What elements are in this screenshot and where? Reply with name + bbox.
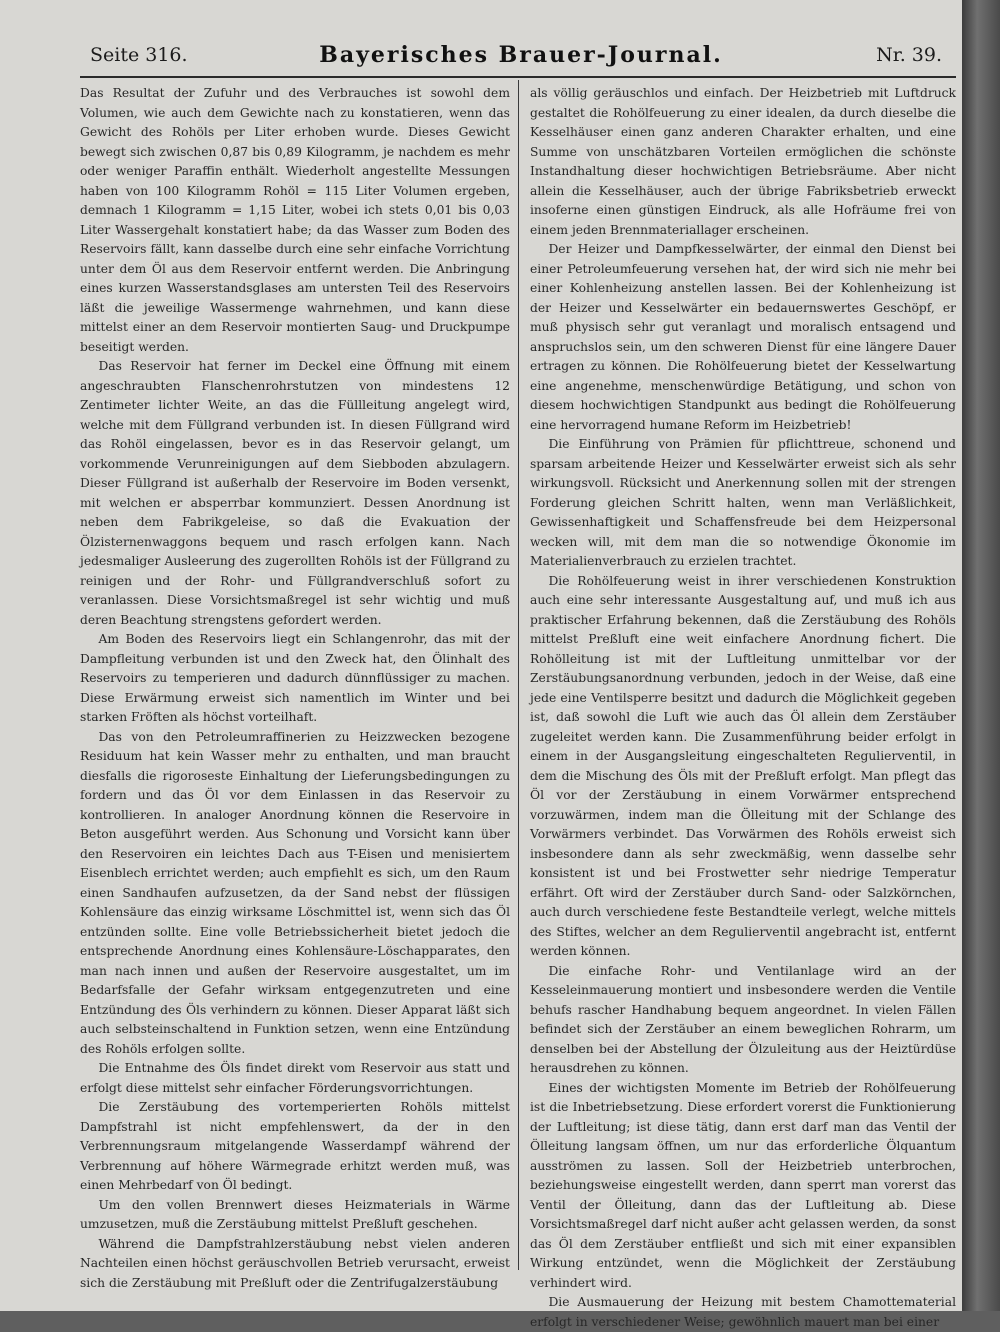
left-column [80, 84, 510, 1290]
column-divider [518, 80, 519, 1270]
page-number: Seite 316. [90, 44, 188, 66]
paragraph: Der Heizer und Dampfkesselwärter, der einmal den Dienst bei einer Petroleumfeuerung versehen hat, der wird sich nie mehr bei einer Kohlenheizung anstellen lassen. Bei der Kohlenheizung ist der Heizer und Kesselwärter ein bedauernswertes Geschöpf, er muß physisch sehr gut veranlagt und moralisch entsagend und anspruchslos sein, um den schweren Dienst für eine längere Dauer ertragen zu können. Die Rohölfeuerung bietet der Kesselwartung eine angenehme, menschenwürdige Betätigung, und schon von diesem hochwichtigen Standpunkt aus bedingt die Rohölfeuerung eine hervorragend humane Reform im Heizbetrieb! [530, 242, 956, 432]
paragraph: Das Resultat der Zufuhr und des Verbrauches ist sowohl dem Volumen, wie auch dem Gewichte nach zu konstatieren, wenn das Gewicht des Rohöls per Liter erhoben wurde. Dieses Gewicht bewegt sich zwischen 0,87 bis 0,89 Kilogramm, je nachdem es mehr oder weniger Paraffin enthält. Wiederholt angestellte Messungen haben von 100 Kilogramm Rohöl = 115 Liter Volumen ergeben, demnach 1 Kilogramm = 1,15 Liter, wobei ich stets 0,01 bis 0,03 Liter Wassergehalt konstatiert habe; da das Wasser zum Boden des Reservoirs fällt, kann dasselbe durch eine sehr einfache Vorrichtung unter dem Öl aus dem Reservoir entfernt werden. Die Anbringung eines kurzen Wasserstandsglases am untersten Teil des Reservoirs läßt die jeweilige Wassermenge wahrnehmen, und kann diese mittelst einer an dem Reservoir montierten Saug- und Druckpumpe beseitigt werden. [80, 86, 510, 354]
paragraph: Die Einführung von Prämien für pflichttreue, schonend und sparsam arbeitende Heizer und Kesselwärter erweist sich als sehr wirkungsvoll. Rücksicht und Anerkennung sollen mit der strengen Forderung gleichen Schritt halten, wenn man Verläßlichkeit, Gewissenhaftigkeit und Schaffensfreude bei dem Heizpersonal wecken will, mit dem man die so notwendige Ökonomie im Materialienverbrauch zu erzielen trachtet. [530, 437, 956, 568]
paragraph: als völlig geräuschlos und einfach. Der Heizbetrieb mit Luftdruck gestaltet die Rohölfeuerung zu einer idealen, da durch dieselbe die Kesselhäuser einen ganz anderen Charakter erhalten, und eine Summe von unschätzbaren Vorteilen ermöglichen die schönste Instandhaltung dieser hochwichtigen Betriebsräume. Aber nicht allein die Kesselhäuser, auch der übrige Fabriksbetrieb erweckt insoferne einen günstigen Eindruck, als alle Hofräume frei von einem jeden Brennmateriallager erscheinen. [530, 86, 956, 237]
page-edge-shadow [962, 0, 1000, 1311]
journal-title: Bayerisches Brauer-Journal. [319, 42, 723, 68]
right-column [530, 84, 956, 1329]
paragraph: Am Boden des Reservoirs liegt ein Schlangenrohr, das mit der Dampfleitung verbunden ist und den Zweck hat, den Ölinhalt des Reservoirs zu temperieren und dadurch dünnflüssiger zu machen. Diese Erwärmung erweist sich namentlich im Winter und bei starken Fröften als höchst vorteilhaft. [80, 632, 510, 724]
issue-number: Nr. 39. [876, 44, 942, 66]
paragraph: Das Reservoir hat ferner im Deckel eine Öffnung mit einem angeschraubten Flanschenrohrstutzen von mindestens 12 Zentimeter lichter Weite, an das die Füllleitung angelegt wird, welche mit dem Füllgrand verbunden ist. In diesen Füllgrand wird das Rohöl eingelassen, bevor es in das Reservoir gelangt, um vorkommende Verunreinigungen auf dem Siebboden abzulagern. Dieser Füllgrand ist außerhalb der Reservoire im Boden versenkt, mit welchen er absperrbar kommunziert. Dessen Anordnung ist neben dem Fabrikgeleise, so daß die Evakuation der Ölzisternenwaggons bequem und rasch erfolgen kann. Nach jedesmaliger Ausleerung des zugerollten Rohöls ist der Füllgrand zu reinigen und der Rohr- und Füllgrandverschluß sofort zu veranlassen. Diese Vorsichtsmaßregel ist sehr wichtig und muß deren Beachtung strengstens gefordert werden. [80, 359, 510, 627]
header-rule [80, 76, 956, 78]
paragraph: Die Entnahme des Öls findet direkt vom Reservoir aus statt und erfolgt diese mittelst sehr einfacher Förderungsvorrichtungen. [80, 1061, 510, 1095]
paragraph: Die Ausmauerung der Heizung mit bestem Chamottematerial erfolgt in verschiedener Weise; gewöhnlich mauert man bei einer [530, 1295, 956, 1329]
paragraph: Während die Dampfstrahlzerstäubung nebst vielen anderen Nachteilen einen höchst geräuschvollen Betrieb verursacht, erweist sich die Zerstäubung mit Preßluft oder die Zentrifugalzerstäubung [80, 1236, 510, 1290]
paragraph: Die einfache Rohr- und Ventilanlage wird an der Kesseleinmauerung montiert und insbesondere werden die Ventile behufs rascher Handhabung bequem angeordnet. In vielen Fällen befindet sich der Zerstäuber an einem beweglichen Rohrarm, um denselben bei der Abstellung der Ölzuleitung aus der Heiztürdüse herausdrehen zu können. [530, 963, 956, 1075]
paragraph: Um den vollen Brennwert dieses Heizmaterials in Wärme umzusetzen, muß die Zerstäubung mittelst Preßluft geschehen. [80, 1197, 510, 1231]
page-header [90, 44, 952, 78]
paragraph: Die Rohölfeuerung weist in ihrer verschiedenen Konstruktion auch eine sehr interessante Ausgestaltung auf, und muß ich aus praktischer Erfahrung bekennen, daß die Zerstäubung des Rohöls mittelst Preßluft eine weit einfachere Anordnung fichert. Die Rohölleitung ist mit der Luftleitung unmittelbar vor der Zerstäubungsanordnung verbunden, jedoch in der Weise, daß eine jede eine Ventilsperre besitzt und dadurch die Möglichkeit gegeben ist, daß sowohl die Luft wie auch das Öl allein dem Zerstäuber zugeleitet werden kann. Die Zusammenführung beider erfolgt in einem in der Ausgangsleitung eingeschalteten Regulierventil, in dem die Mischung des Öls mit der Preßluft erfolgt. Man pflegt das Öl vor der Zerstäubung in einem Vorwärmer entsprechend vorzuwärmen, indem man die Ölleitung mit der Schlange des Vorwärmers verbindet. Das Vorwärmen des Rohöls erweist sich insbesondere dann als sehr zweckmäßig, wenn dasselbe sehr konsistent ist und bei Frostwetter sehr niedrige Temperatur erfährt. Oft wird der Zerstäuber durch Sand- oder Salzkörnchen, auch durch verschiedene feste Bestandteile verlegt, welche mittels des Stiftes, welcher an dem Regulierventil angebracht ist, entfernt werden können. [530, 573, 956, 958]
paragraph: Eines der wichtigsten Momente im Betrieb der Rohölfeuerung ist die Inbetriebsetzung. Diese erfordert vorerst die Funktionierung der Luftleitung; ist diese tätig, dann erst darf man das Ventil der Ölleitung langsam öffnen, um nur das erforderliche Ölquantum ausströmen zu lassen. Soll der Heizbetrieb unterbrochen, beziehungsweise eingestellt werden, dann sperrt man vorerst das Ventil der Ölleitung, dann das der Luftleitung ab. Diese Vorsichtsmaßregel darf nicht außer acht gelassen werden, da sonst das Öl dem Zerstäuber entfließt und sich mit einer expansiblen Wirkung entzündet, wenn die Möglichkeit der Zerstäubung verhindert wird. [530, 1080, 956, 1290]
paragraph: Die Zerstäubung des vortemperierten Rohöls mittelst Dampfstrahl ist nicht empfehlenswert, da der in den Verbrennungsraum mitgelangende Wasserdampf während der Verbrennung auf höhere Wärmegrade erhitzt werden muß, was einen Mehrbedarf von Öl bedingt. [80, 1100, 510, 1192]
paragraph: Das von den Petroleumraffinerien zu Heizzwecken bezogene Residuum hat kein Wasser mehr zu enthalten, und man braucht diesfalls die rigoroseste Einhaltung der Lieferungsbedingungen zu fordern und das Öl vor dem Einlassen in das Reservoir zu kontrollieren. In analoger Anordnung können die Reservoire in Beton ausgeführt werden. Aus Schonung und Vorsicht kann über den Reservoiren ein leichtes Dach aus T-Eisen und menisiertem Eisenblech errichtet werden; auch empfiehlt es sich, um den Raum einen Sandhaufen aufzusetzen, da der Sand nebst der flüssigen Kohlensäure das einzig wirksame Löschmittel ist, wenn sich das Öl entzünden sollte. Eine volle Betriebssicherheit bietet jedoch die entsprechende Anordnung eines Kohlensäure-Löschapparates, den man nach innen und außen der Reservoire ausgestaltet, um im Bedarfsfalle der Gefahr wirksam entgegenzutreten und eine Entzündung des Öls verhindern zu können. Dieser Apparat läßt sich auch selbsteinschaltend in Funktion setzen, wenn eine Entzündung des Rohöls erfolgen sollte. [80, 729, 510, 1056]
